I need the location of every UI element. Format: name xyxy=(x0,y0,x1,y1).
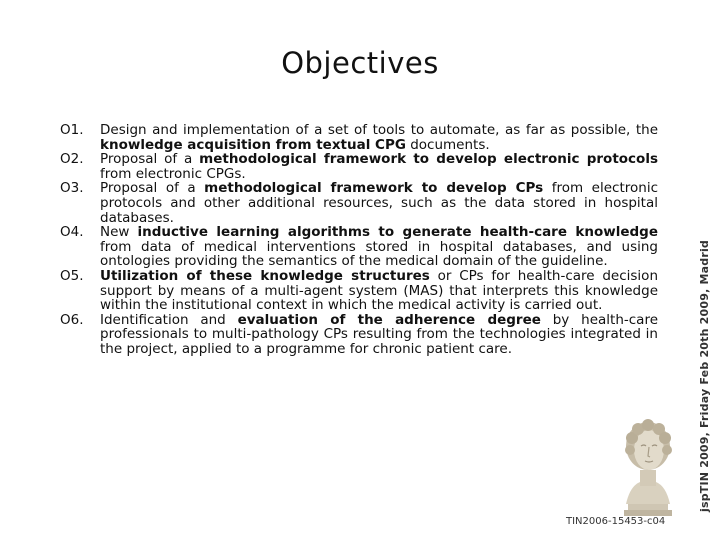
objectives-list xyxy=(60,123,658,357)
objective-text: from electronic protocols and other additional resources, such as the data stored in hospital databases. xyxy=(100,180,658,226)
objective-highlight: methodological framework to develop CPs xyxy=(204,180,544,197)
objective-highlight: inductive learning algorithms to generate health-care knowledge xyxy=(137,224,658,241)
objective-item xyxy=(60,123,658,152)
objective-highlight: Utilization of these knowledge structures xyxy=(100,267,430,284)
objective-text: Identification and xyxy=(100,311,238,328)
objective-number: O3. xyxy=(60,180,84,197)
objective-item xyxy=(60,269,658,313)
objective-number: O4. xyxy=(60,224,84,241)
objective-highlight: methodological framework to develop electronic protocols xyxy=(199,151,658,168)
page-title: Objectives xyxy=(281,46,439,80)
objective-text: from electronic CPGs. xyxy=(100,165,246,182)
footer-project-code: TIN2006-15453-c04 xyxy=(566,516,666,527)
objective-highlight: evaluation of the adherence degree xyxy=(237,311,541,328)
objective-text: Design and implementation of a set of tools to automate, as far as possible, the xyxy=(100,122,658,138)
objective-number: O1. xyxy=(60,122,84,138)
objective-text: from data of medical interventions stored in hospital databases, and using ontologies providing the semantics of the medical domain of the guideline. xyxy=(100,238,658,270)
objective-item xyxy=(60,225,658,269)
side-caption: jspTIN 2009, Friday Feb 20th 2009, Madrid xyxy=(698,239,711,512)
objective-highlight: knowledge acquisition from textual CPG xyxy=(100,136,406,153)
objective-number: O2. xyxy=(60,151,84,168)
objective-number: O5. xyxy=(60,267,84,284)
objective-text: Proposal of a xyxy=(100,151,200,168)
objective-text: by health-care professionals to multi-pathology CPs resulting from the technologies integrated in the project, applied to a programme for chronic patient care. xyxy=(100,311,658,357)
classical-bust-icon xyxy=(606,416,690,516)
objective-item xyxy=(60,181,658,225)
objective-text: documents. xyxy=(405,136,490,153)
objective-text: or CPs for health-care decision support by means of a multi-agent system (MAS) that interprets this knowledge within the institutional context in which the medical activity is carried out. xyxy=(100,267,659,314)
objective-number: O6. xyxy=(60,311,84,328)
objective-text: Proposal of a xyxy=(100,180,205,197)
objective-item xyxy=(60,152,658,181)
objective-item xyxy=(60,313,658,357)
objective-text: New xyxy=(100,224,138,241)
